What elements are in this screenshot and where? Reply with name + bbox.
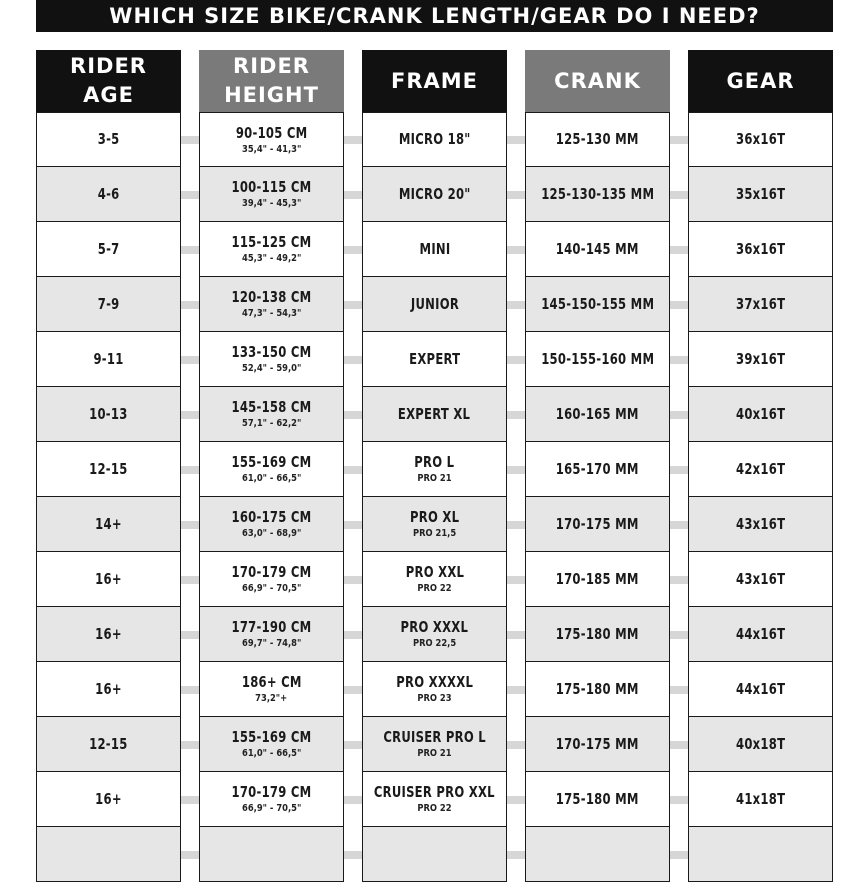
row-connector bbox=[670, 741, 688, 749]
row-connector bbox=[670, 356, 688, 364]
cell-crank bbox=[525, 112, 670, 167]
height-value: 155-169 CM bbox=[231, 453, 312, 471]
column-header-line: GEAR bbox=[726, 68, 795, 93]
column-height bbox=[199, 50, 344, 882]
height-value: 115-125 CM bbox=[231, 233, 312, 251]
cell-gear bbox=[688, 442, 833, 497]
row-connector bbox=[670, 686, 688, 694]
row-connector bbox=[344, 851, 362, 859]
frame-subvalue: PRO 22,5 bbox=[412, 638, 457, 649]
gear-value: 43x16T bbox=[735, 514, 786, 533]
cell-age bbox=[36, 332, 181, 387]
gear-value: 44x16T bbox=[735, 679, 786, 698]
column-gear bbox=[688, 50, 833, 882]
crank-value: 125-130-135 MM bbox=[540, 184, 655, 203]
row-connector bbox=[181, 301, 199, 309]
frame-subvalue: PRO 22 bbox=[417, 583, 452, 594]
row-connector bbox=[507, 686, 525, 694]
height-value: 170-179 CM bbox=[231, 783, 312, 801]
page-title: WHICH SIZE BIKE/CRANK LENGTH/GEAR DO I NEED? bbox=[36, 0, 833, 32]
cell-age bbox=[36, 442, 181, 497]
cell-height bbox=[199, 332, 344, 387]
frame-subvalue: PRO 21 bbox=[417, 473, 452, 484]
height-subvalue: 69,7" - 74,8" bbox=[241, 638, 302, 649]
cell-crank bbox=[525, 607, 670, 662]
gear-value: 44x16T bbox=[735, 624, 786, 643]
row-connector bbox=[344, 411, 362, 419]
gear-value: 37x16T bbox=[735, 294, 786, 313]
cell-gear bbox=[688, 167, 833, 222]
row-connector bbox=[181, 136, 199, 144]
row-connector bbox=[670, 521, 688, 529]
row-connector bbox=[181, 521, 199, 529]
cell-height bbox=[199, 387, 344, 442]
frame-value: PRO XXXXL bbox=[396, 673, 473, 691]
crank-value: 170-175 MM bbox=[555, 734, 639, 753]
frame-value: CRUISER PRO L bbox=[383, 728, 486, 746]
crank-value: 175-180 MM bbox=[555, 679, 639, 698]
height-value: 170-179 CM bbox=[231, 563, 312, 581]
cell-frame bbox=[362, 607, 507, 662]
row-connector bbox=[507, 191, 525, 199]
cell-crank bbox=[525, 772, 670, 827]
cell-frame bbox=[362, 552, 507, 607]
column-header-line: FRAME bbox=[390, 68, 478, 93]
age-value: 3-5 bbox=[97, 130, 120, 148]
height-subvalue: 47,3" - 54,3" bbox=[241, 308, 302, 319]
cell-crank bbox=[525, 497, 670, 552]
cell-age bbox=[36, 717, 181, 772]
age-value: 4-6 bbox=[97, 184, 120, 203]
cell-age bbox=[36, 112, 181, 167]
cell-crank bbox=[525, 662, 670, 717]
cell-crank bbox=[525, 167, 670, 222]
cell-height bbox=[199, 167, 344, 222]
column-header-line: RIDER bbox=[70, 54, 147, 78]
row-connector bbox=[181, 741, 199, 749]
frame-value: PRO L bbox=[414, 453, 455, 471]
row-connector bbox=[507, 851, 525, 859]
height-subvalue: 61,0" - 66,5" bbox=[241, 473, 302, 484]
gear-value: 35x16T bbox=[735, 184, 786, 203]
row-connector bbox=[670, 411, 688, 419]
cell-age bbox=[36, 827, 181, 882]
age-value: 14+ bbox=[95, 514, 122, 533]
row-connector bbox=[670, 851, 688, 859]
frame-value: PRO XXL bbox=[405, 563, 464, 581]
height-subvalue: 61,0" - 66,5" bbox=[241, 748, 302, 759]
cell-height bbox=[199, 222, 344, 277]
frame-subvalue: PRO 21 bbox=[417, 748, 452, 759]
cell-frame bbox=[362, 717, 507, 772]
frame-value: PRO XXXL bbox=[400, 618, 469, 636]
frame-value: MICRO 20" bbox=[398, 184, 471, 203]
cell-frame bbox=[362, 662, 507, 717]
crank-value: 170-185 MM bbox=[555, 569, 639, 588]
height-subvalue: 45,3" - 49,2" bbox=[241, 253, 302, 264]
age-value: 16+ bbox=[95, 679, 122, 698]
cell-crank bbox=[525, 222, 670, 277]
cell-age bbox=[36, 662, 181, 717]
cell-age bbox=[36, 222, 181, 277]
cell-height bbox=[199, 277, 344, 332]
frame-value: MINI bbox=[419, 239, 450, 258]
row-connector bbox=[507, 796, 525, 804]
frame-subvalue: PRO 21,5 bbox=[412, 528, 457, 539]
crank-value: 175-180 MM bbox=[555, 624, 639, 643]
row-connector bbox=[181, 686, 199, 694]
row-connector bbox=[507, 246, 525, 254]
row-connector bbox=[344, 301, 362, 309]
cell-crank bbox=[525, 717, 670, 772]
column-age bbox=[36, 50, 181, 882]
cell-height bbox=[199, 772, 344, 827]
cell-frame bbox=[362, 167, 507, 222]
column-header-height bbox=[199, 50, 344, 112]
row-connector bbox=[507, 136, 525, 144]
gear-value: 42x16T bbox=[735, 459, 786, 478]
cell-crank bbox=[525, 277, 670, 332]
gear-value: 43x16T bbox=[735, 569, 786, 588]
age-value: 5-7 bbox=[97, 239, 120, 258]
cell-height bbox=[199, 717, 344, 772]
gear-value: 36x16T bbox=[735, 239, 786, 258]
age-value: 16+ bbox=[95, 624, 122, 643]
cell-frame bbox=[362, 222, 507, 277]
cell-crank bbox=[525, 827, 670, 882]
row-connector bbox=[670, 136, 688, 144]
frame-value: PRO XL bbox=[409, 508, 460, 526]
cell-height bbox=[199, 552, 344, 607]
height-subvalue: 66,9" - 70,5" bbox=[241, 583, 302, 594]
row-connector bbox=[344, 521, 362, 529]
frame-value: CRUISER PRO XXL bbox=[374, 783, 495, 801]
row-connector bbox=[344, 686, 362, 694]
height-value: 120-138 CM bbox=[231, 288, 312, 306]
row-connector bbox=[670, 246, 688, 254]
height-value: 133-150 CM bbox=[231, 343, 312, 361]
gear-value: 39x16T bbox=[735, 349, 786, 368]
column-header-line: RIDER bbox=[233, 54, 310, 78]
crank-value: 160-165 MM bbox=[555, 404, 639, 423]
row-connector bbox=[670, 191, 688, 199]
cell-frame bbox=[362, 332, 507, 387]
height-value: 186+ CM bbox=[241, 673, 302, 691]
age-value: 12-15 bbox=[89, 734, 128, 753]
height-subvalue: 35,4" - 41,3" bbox=[241, 143, 302, 155]
cell-crank bbox=[525, 552, 670, 607]
height-subvalue: 52,4" - 59,0" bbox=[241, 363, 302, 374]
cell-gear bbox=[688, 497, 833, 552]
age-value: 16+ bbox=[95, 789, 122, 808]
row-connector bbox=[507, 521, 525, 529]
cell-age bbox=[36, 772, 181, 827]
cell-height bbox=[199, 827, 344, 882]
row-connector bbox=[181, 631, 199, 639]
crank-value: 150-155-160 MM bbox=[540, 349, 655, 368]
cell-gear bbox=[688, 827, 833, 882]
row-connector bbox=[670, 631, 688, 639]
column-header-age bbox=[36, 50, 181, 112]
height-subvalue: 57,1" - 62,2" bbox=[241, 418, 302, 429]
height-value: 90-105 CM bbox=[235, 123, 308, 142]
row-connector bbox=[507, 631, 525, 639]
row-connector bbox=[181, 466, 199, 474]
row-connector bbox=[181, 246, 199, 254]
height-value: 177-190 CM bbox=[231, 618, 312, 636]
row-connector bbox=[181, 796, 199, 804]
height-subvalue: 73,2"+ bbox=[255, 693, 288, 704]
height-value: 145-158 CM bbox=[231, 398, 312, 416]
row-connector bbox=[181, 576, 199, 584]
row-connector bbox=[344, 576, 362, 584]
height-subvalue: 39,4" - 45,3" bbox=[241, 198, 302, 209]
cell-age bbox=[36, 497, 181, 552]
column-crank bbox=[525, 50, 670, 882]
cell-frame bbox=[362, 772, 507, 827]
frame-value: MICRO 18" bbox=[398, 130, 471, 148]
crank-value: 125-130 MM bbox=[555, 130, 639, 148]
frame-value: JUNIOR bbox=[410, 294, 459, 313]
cell-gear bbox=[688, 277, 833, 332]
cell-age bbox=[36, 607, 181, 662]
frame-value: EXPERT XL bbox=[398, 404, 471, 423]
crank-value: 140-145 MM bbox=[555, 239, 639, 258]
gear-value: 41x18T bbox=[735, 789, 786, 808]
column-frame bbox=[362, 50, 507, 882]
cell-gear bbox=[688, 772, 833, 827]
gear-value: 36x16T bbox=[735, 130, 786, 148]
cell-frame bbox=[362, 277, 507, 332]
cell-crank bbox=[525, 387, 670, 442]
cell-height bbox=[199, 112, 344, 167]
row-connector bbox=[507, 411, 525, 419]
age-value: 7-9 bbox=[97, 294, 120, 313]
row-connector bbox=[344, 741, 362, 749]
age-value: 12-15 bbox=[89, 459, 128, 478]
cell-gear bbox=[688, 112, 833, 167]
crank-value: 165-170 MM bbox=[555, 459, 639, 478]
crank-value: 175-180 MM bbox=[555, 789, 639, 808]
row-connector bbox=[344, 191, 362, 199]
row-connector bbox=[344, 631, 362, 639]
cell-gear bbox=[688, 222, 833, 277]
row-connector bbox=[670, 301, 688, 309]
cell-frame bbox=[362, 827, 507, 882]
frame-subvalue: PRO 23 bbox=[417, 693, 452, 704]
gear-value: 40x18T bbox=[735, 734, 786, 753]
row-connector bbox=[344, 356, 362, 364]
cell-height bbox=[199, 607, 344, 662]
cell-frame bbox=[362, 387, 507, 442]
height-value: 100-115 CM bbox=[231, 178, 312, 196]
column-header-crank bbox=[525, 50, 670, 112]
row-connector bbox=[181, 411, 199, 419]
cell-frame bbox=[362, 497, 507, 552]
column-header-frame bbox=[362, 50, 507, 112]
frame-subvalue: PRO 22 bbox=[417, 803, 452, 814]
column-header-line: CRANK bbox=[554, 68, 641, 93]
cell-frame bbox=[362, 442, 507, 497]
row-connector bbox=[670, 576, 688, 584]
row-connector bbox=[181, 356, 199, 364]
column-header-line: AGE bbox=[83, 83, 134, 107]
cell-age bbox=[36, 167, 181, 222]
row-connector bbox=[670, 466, 688, 474]
row-connector bbox=[670, 796, 688, 804]
cell-gear bbox=[688, 332, 833, 387]
cell-gear bbox=[688, 607, 833, 662]
row-connector bbox=[507, 301, 525, 309]
row-connector bbox=[507, 356, 525, 364]
gear-value: 40x16T bbox=[735, 404, 786, 423]
row-connector bbox=[507, 466, 525, 474]
row-connector bbox=[344, 246, 362, 254]
cell-age bbox=[36, 277, 181, 332]
row-connector bbox=[507, 576, 525, 584]
frame-value: EXPERT bbox=[408, 349, 461, 368]
age-value: 10-13 bbox=[89, 404, 128, 423]
row-connector bbox=[181, 191, 199, 199]
row-connector bbox=[507, 741, 525, 749]
cell-gear bbox=[688, 552, 833, 607]
column-header-line: HEIGHT bbox=[224, 83, 319, 107]
row-connector bbox=[344, 136, 362, 144]
height-subvalue: 66,9" - 70,5" bbox=[241, 803, 302, 814]
cell-age bbox=[36, 387, 181, 442]
age-value: 9-11 bbox=[93, 349, 124, 368]
cell-gear bbox=[688, 662, 833, 717]
height-value: 160-175 CM bbox=[231, 508, 312, 526]
cell-height bbox=[199, 442, 344, 497]
crank-value: 145-150-155 MM bbox=[540, 294, 655, 313]
cell-age bbox=[36, 552, 181, 607]
cell-crank bbox=[525, 332, 670, 387]
crank-value: 170-175 MM bbox=[555, 514, 639, 533]
age-value: 16+ bbox=[95, 569, 122, 588]
height-subvalue: 63,0" - 68,9" bbox=[241, 528, 302, 539]
row-connector bbox=[344, 796, 362, 804]
row-connector bbox=[344, 466, 362, 474]
cell-height bbox=[199, 662, 344, 717]
cell-gear bbox=[688, 717, 833, 772]
cell-crank bbox=[525, 442, 670, 497]
cell-height bbox=[199, 497, 344, 552]
cell-frame bbox=[362, 112, 507, 167]
cell-gear bbox=[688, 387, 833, 442]
row-connector bbox=[181, 851, 199, 859]
height-value: 155-169 CM bbox=[231, 728, 312, 746]
column-header-gear bbox=[688, 50, 833, 112]
